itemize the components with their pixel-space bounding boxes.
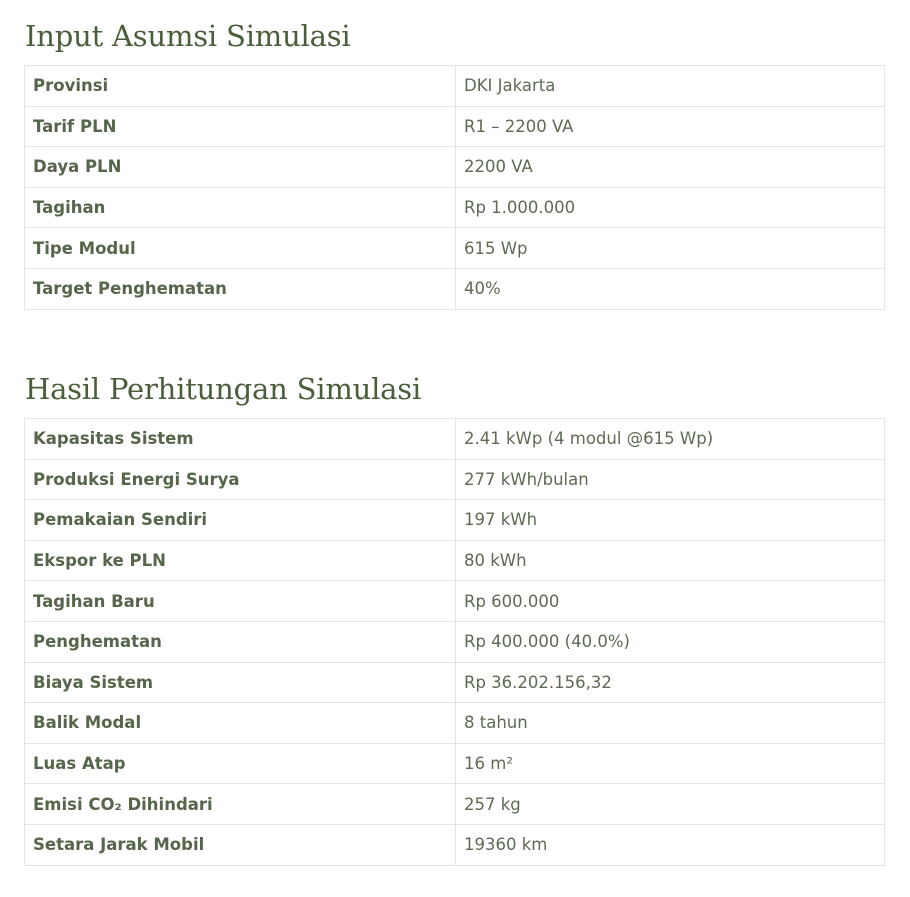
row-label: Tagihan (25, 187, 456, 228)
row-label: Kapasitas Sistem (25, 419, 456, 460)
table-row (25, 743, 885, 784)
table-row (25, 147, 885, 188)
table-row (25, 540, 885, 581)
table-row (25, 784, 885, 825)
table-row (25, 662, 885, 703)
row-value: 197 kWh (456, 500, 885, 541)
row-label: Biaya Sistem (25, 662, 456, 703)
table-row (25, 106, 885, 147)
table-row (25, 419, 885, 460)
row-label: Ekspor ke PLN (25, 540, 456, 581)
row-value: 2200 VA (456, 147, 885, 188)
row-value: 16 m² (456, 743, 885, 784)
table-row (25, 703, 885, 744)
table-row (25, 824, 885, 865)
row-label: Provinsi (25, 66, 456, 107)
row-label: Tarif PLN (25, 106, 456, 147)
row-value: R1 – 2200 VA (456, 106, 885, 147)
input-section-title: Input Asumsi Simulasi (25, 19, 351, 53)
row-value: Rp 1.000.000 (456, 187, 885, 228)
table-row (25, 621, 885, 662)
input-assumptions-table (24, 65, 885, 310)
row-label: Emisi CO₂ Dihindari (25, 784, 456, 825)
row-value: Rp 400.000 (40.0%) (456, 621, 885, 662)
row-label: Pemakaian Sendiri (25, 500, 456, 541)
row-label: Tipe Modul (25, 228, 456, 269)
table-row (25, 66, 885, 107)
row-label: Balik Modal (25, 703, 456, 744)
simulation-results-table (24, 418, 885, 866)
row-value: 2.41 kWp (4 modul @615 Wp) (456, 419, 885, 460)
row-label: Target Penghematan (25, 268, 456, 309)
row-value: Rp 36.202.156,32 (456, 662, 885, 703)
row-label: Tagihan Baru (25, 581, 456, 622)
row-value: 257 kg (456, 784, 885, 825)
row-label: Produksi Energi Surya (25, 459, 456, 500)
row-value: 80 kWh (456, 540, 885, 581)
row-label: Setara Jarak Mobil (25, 824, 456, 865)
table-row (25, 581, 885, 622)
row-value: Rp 600.000 (456, 581, 885, 622)
row-label: Luas Atap (25, 743, 456, 784)
table-row (25, 268, 885, 309)
row-label: Daya PLN (25, 147, 456, 188)
row-value: 615 Wp (456, 228, 885, 269)
row-label: Penghematan (25, 621, 456, 662)
row-value: 40% (456, 268, 885, 309)
row-value: 277 kWh/bulan (456, 459, 885, 500)
table-row (25, 228, 885, 269)
row-value: 8 tahun (456, 703, 885, 744)
row-value: DKI Jakarta (456, 66, 885, 107)
table-row (25, 187, 885, 228)
row-value: 19360 km (456, 824, 885, 865)
table-row (25, 500, 885, 541)
result-section-title: Hasil Perhitungan Simulasi (25, 372, 422, 406)
table-row (25, 459, 885, 500)
